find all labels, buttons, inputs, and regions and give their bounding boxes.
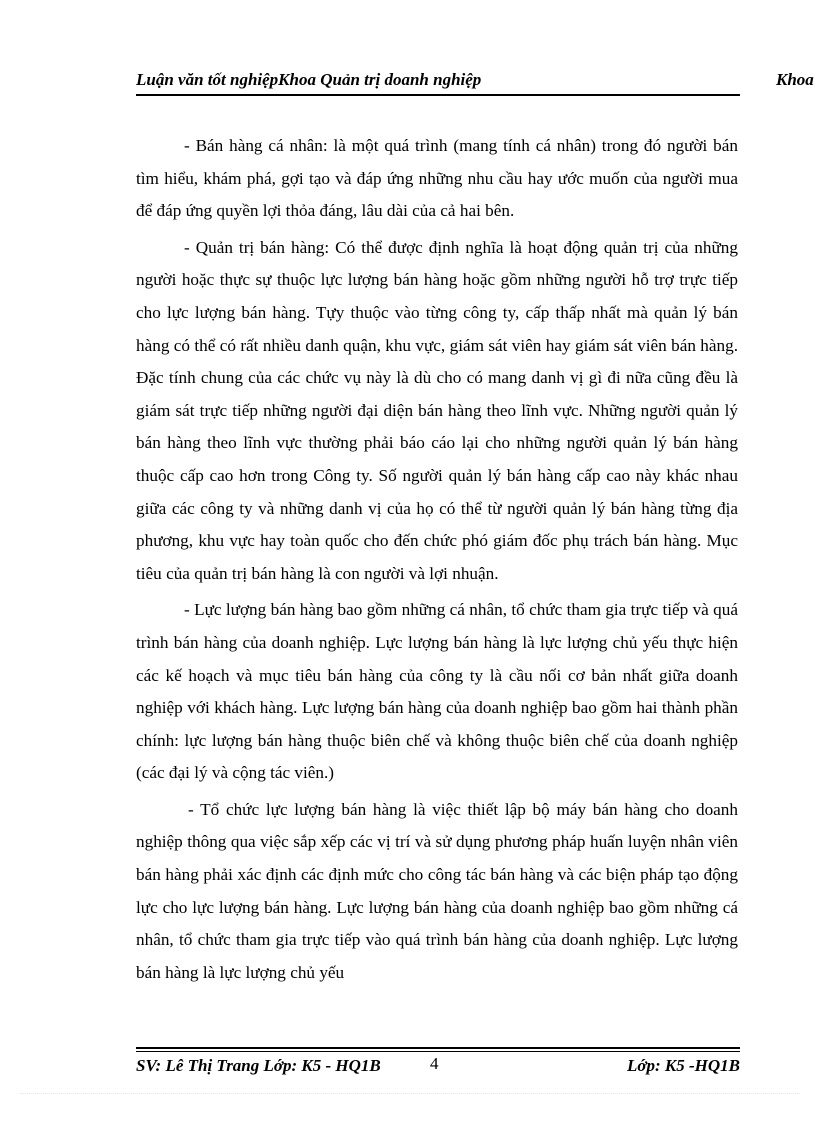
paragraph-sales-organization: - Tổ chức lực lượng bán hàng là việc thiết lập bộ máy bán hàng cho doanh nghiệp thông qua việc sắp xếp các vị trí và sử dụng phương pháp huấn luyện nhân viên bán hàng phải xác định các định mức cho công tác bán hàng và các biện pháp tạo động lực cho lực lượng bán hàng. Lực lượng bán hàng của doanh nghiệp bao gồm những cá nhân, tổ chức tham gia trực tiếp vào quá trình bán hàng của doanh nghiệp. Lực lượng bán hàng là lực lượng chủ yếu <box>136 799 738 982</box>
footer-class-info: Lớp: K5 -HQ1B <box>626 1056 740 1075</box>
header-right-text: Khoa <box>776 70 814 89</box>
page-bottom-edge <box>20 1093 800 1094</box>
header-divider <box>136 94 740 96</box>
paragraph-personal-selling: - Bán hàng cá nhân: là một quá trình (mang tính cá nhân) trong đó người bán tìm hiểu, khám phá, gợi tạo và đáp ứng những nhu cầu hay ước muốn của người mua để đáp ứng quyền lợi thỏa đáng, lâu dài của cả hai bên. <box>136 136 738 221</box>
page-footer <box>136 1054 740 1078</box>
page-number: 4 <box>430 1054 439 1073</box>
paragraph-sales-force: - Lực lượng bán hàng bao gồm những cá nhân, tổ chức tham gia trực tiếp và quá trình bán hàng của doanh nghiệp. Lực lượng bán hàng là lực lượng chủ yếu thực hiện các kế hoạch và mục tiêu bán hàng của công ty là cầu nối cơ bản nhất giữa doanh nghiệp với khách hàng. Lực lượng bán hàng của doanh nghiệp bao gồm hai thành phần chính: lực lượng bán hàng thuộc biên chế và không thuộc biên chế của doanh nghiệp (các đại lý và cộng tác viên.) <box>136 600 738 783</box>
footer-divider-thin <box>136 1051 740 1052</box>
footer-student-info: SV: Lê Thị Trang Lớp: K5 - HQ1B <box>136 1056 381 1075</box>
paragraph-sales-management: - Quản trị bán hàng: Có thể được định nghĩa là hoạt động quản trị của những người hoặc thực sự thuộc lực lượng bán hàng hoặc gồm những người hỗ trợ trực tiếp cho lực lượng bán hàng. Tựy thuộc vào từng công ty, cấp thấp nhất mà quản lý bán hàng có thể có rất nhiều danh quận, khu vực, giám sát viên hay giám sát viên bán hàng. Đặc tính chung của các chức vụ này là dù cho có mang danh vị gì đi nữa cũng đều là giám sát trực tiếp những người đại diện bán hàng theo lĩnh vực. Những người quản lý bán hàng theo lĩnh vực thường phải báo cáo lại cho những người quản lý bán hàng thuộc cấp cao hơn trong Công ty. Số người quản lý bán hàng cấp cao này khác nhau giữa các công ty và những danh vị của họ có thể từ người quản lý bán hàng từng địa phương, khu vực hay toàn quốc cho đến chức phó giám đốc phụ trách bán hàng. Mục tiêu của quản trị bán hàng là con người và lợi nhuận. <box>136 237 738 583</box>
footer-divider-thick <box>136 1047 740 1049</box>
header-title: Luận văn tốt nghiệpKhoa Quản trị doanh nghiệp <box>136 70 482 89</box>
page-header <box>136 68 816 94</box>
document-body <box>136 130 738 993</box>
